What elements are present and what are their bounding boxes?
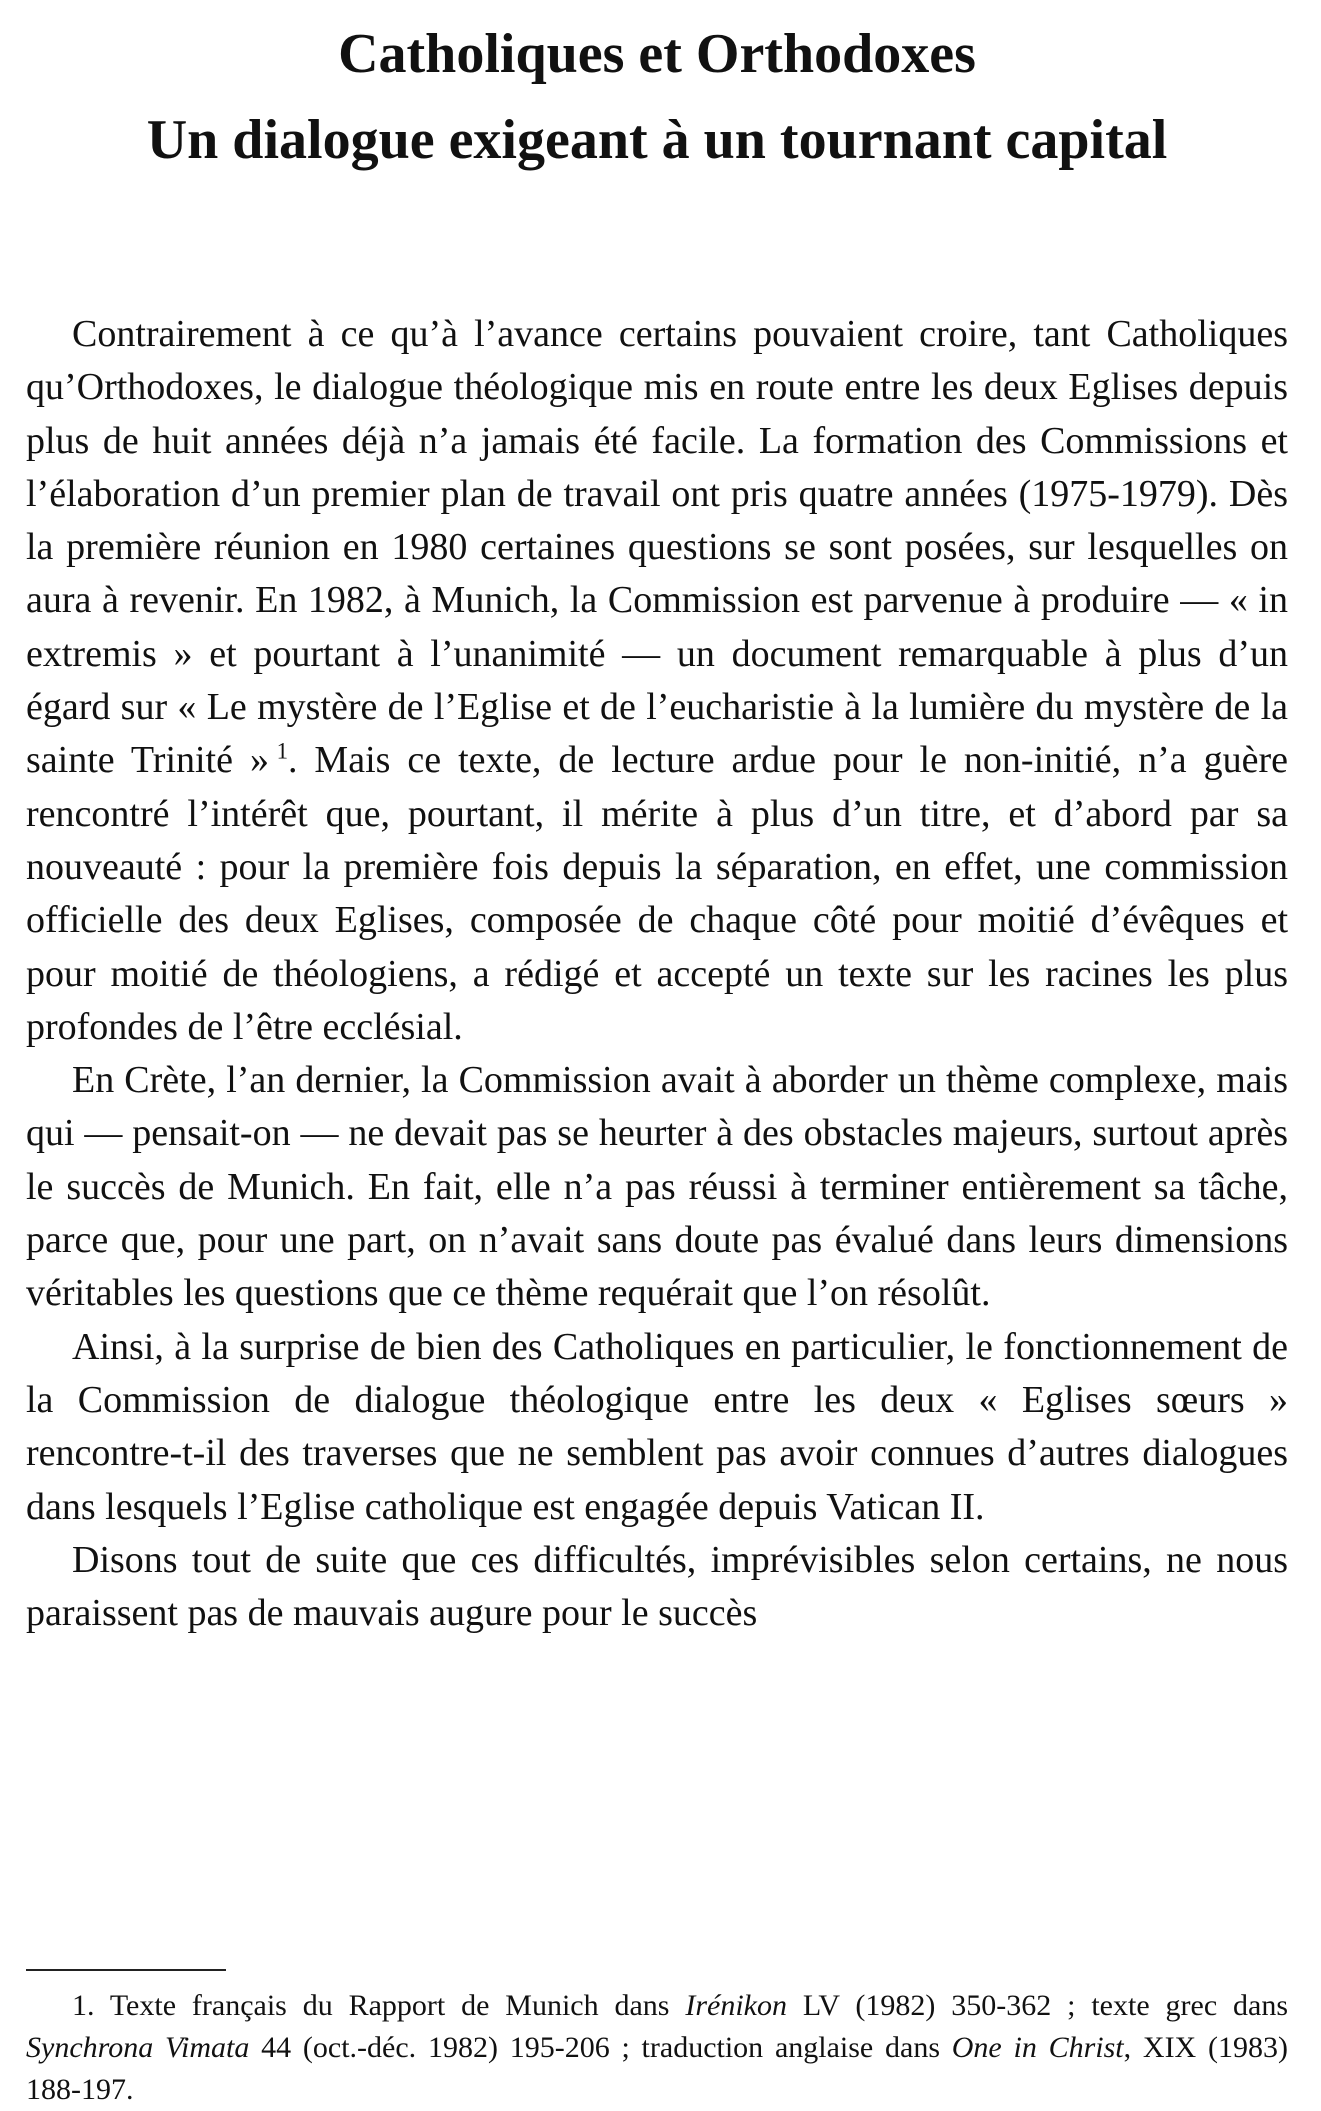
paragraph-3: Ainsi, à la surprise de bien des Catholiques en particulier, le fonctionnement de la Commission de dialogue théologique entre les deux « Eglises sœurs » rencontre-t-il des traverses que ne semblent pas avoir connues d’autres dialogues dans lesquels l’Eglise catholique est engagée depuis Vatican II. <box>26 1325 1288 1528</box>
paragraph-1-text-a: Contrairement à ce qu’à l’avance certains pouvaient croire, tant Catholiques qu’Orthodoxes, le dialogue théologique mis en route entre les deux Eglises depuis plus de huit années déjà n’a jamais été facile. La formation des Commissions et l’élaboration d’un premier plan de travail ont pris quatre années (1975-1979). Dès la première réunion en 1980 certaines questions se sont posées, sur lesquelles on aura à revenir. En 1982, à Munich, la Commission est parvenue à produire — « in extremis » et pourtant à l’unanimité — un document remarquable à plus d’un égard sur « Le mystère de l’Eglise et de l’eucharistie à la lumière du mystère de la sainte Trinité » <box>26 313 1288 782</box>
article-body <box>26 308 1288 1640</box>
footnote-journal-irenikon: Irénikon <box>685 1989 787 2022</box>
footnote-text-b: LV (1982) 350-362 ; texte grec dans <box>802 1989 1288 2022</box>
footnote-text-d: , XIX (1983) 188-197. <box>26 2031 1288 2106</box>
paragraph-2: En Crète, l’an dernier, la Commission avait à aborder un thème complexe, mais qui — pensait-on — ne devait pas se heurter à des obstacles majeurs, surtout après le succès de Munich. En fait, elle n’a pas réussi à terminer entièrement sa tâche, parce que, pour une part, on n’avait sans doute pas évalué dans leurs dimensions véritables les questions que ce thème requérait que l’on résolût. <box>26 1059 1288 1315</box>
paragraph-4: Disons tout de suite que ces difficultés, imprévisibles selon certains, ne nous paraissent pas de mauvais augure pour le succès <box>26 1538 1288 1635</box>
footnote-text-c: 44 (oct.-déc. 1982) 195-206 ; traduction anglaise dans <box>261 2031 940 2064</box>
footnote-journal-one-in-christ: One in Christ <box>951 2031 1124 2064</box>
footnote-text-a: Texte français du Rapport de Munich dans <box>109 1989 670 2022</box>
paragraph-1 <box>26 308 1288 1054</box>
footnote <box>26 1985 1288 2111</box>
page-title: Catholiques et Orthodoxes <box>338 23 976 85</box>
footnote-journal-synchrona-vimata: Synchrona Vimata <box>26 2031 250 2064</box>
document-page <box>26 0 1288 2106</box>
footnote-number: 1. <box>72 1989 95 2022</box>
footnote-reference: 1 <box>276 738 288 764</box>
page-subtitle: Un dialogue exigeant à un tournant capital <box>146 109 1168 171</box>
paragraph-1-text-b: . Mais ce texte, de lecture ardue pour le non-initié, n’a guère rencontré l’intérêt que, pourtant, il mérite à plus d’un titre, et d’abord par sa nouveauté : pour la première fois depuis la séparation, en effet, une commission officielle des deux Eglises, composée de chaque côté pour moitié d’évêques et pour moitié de théologiens, a rédigé et accepté un texte sur les racines les plus profondes de l’être ecclésial. <box>26 739 1288 1048</box>
footnote-divider <box>26 1969 226 1971</box>
